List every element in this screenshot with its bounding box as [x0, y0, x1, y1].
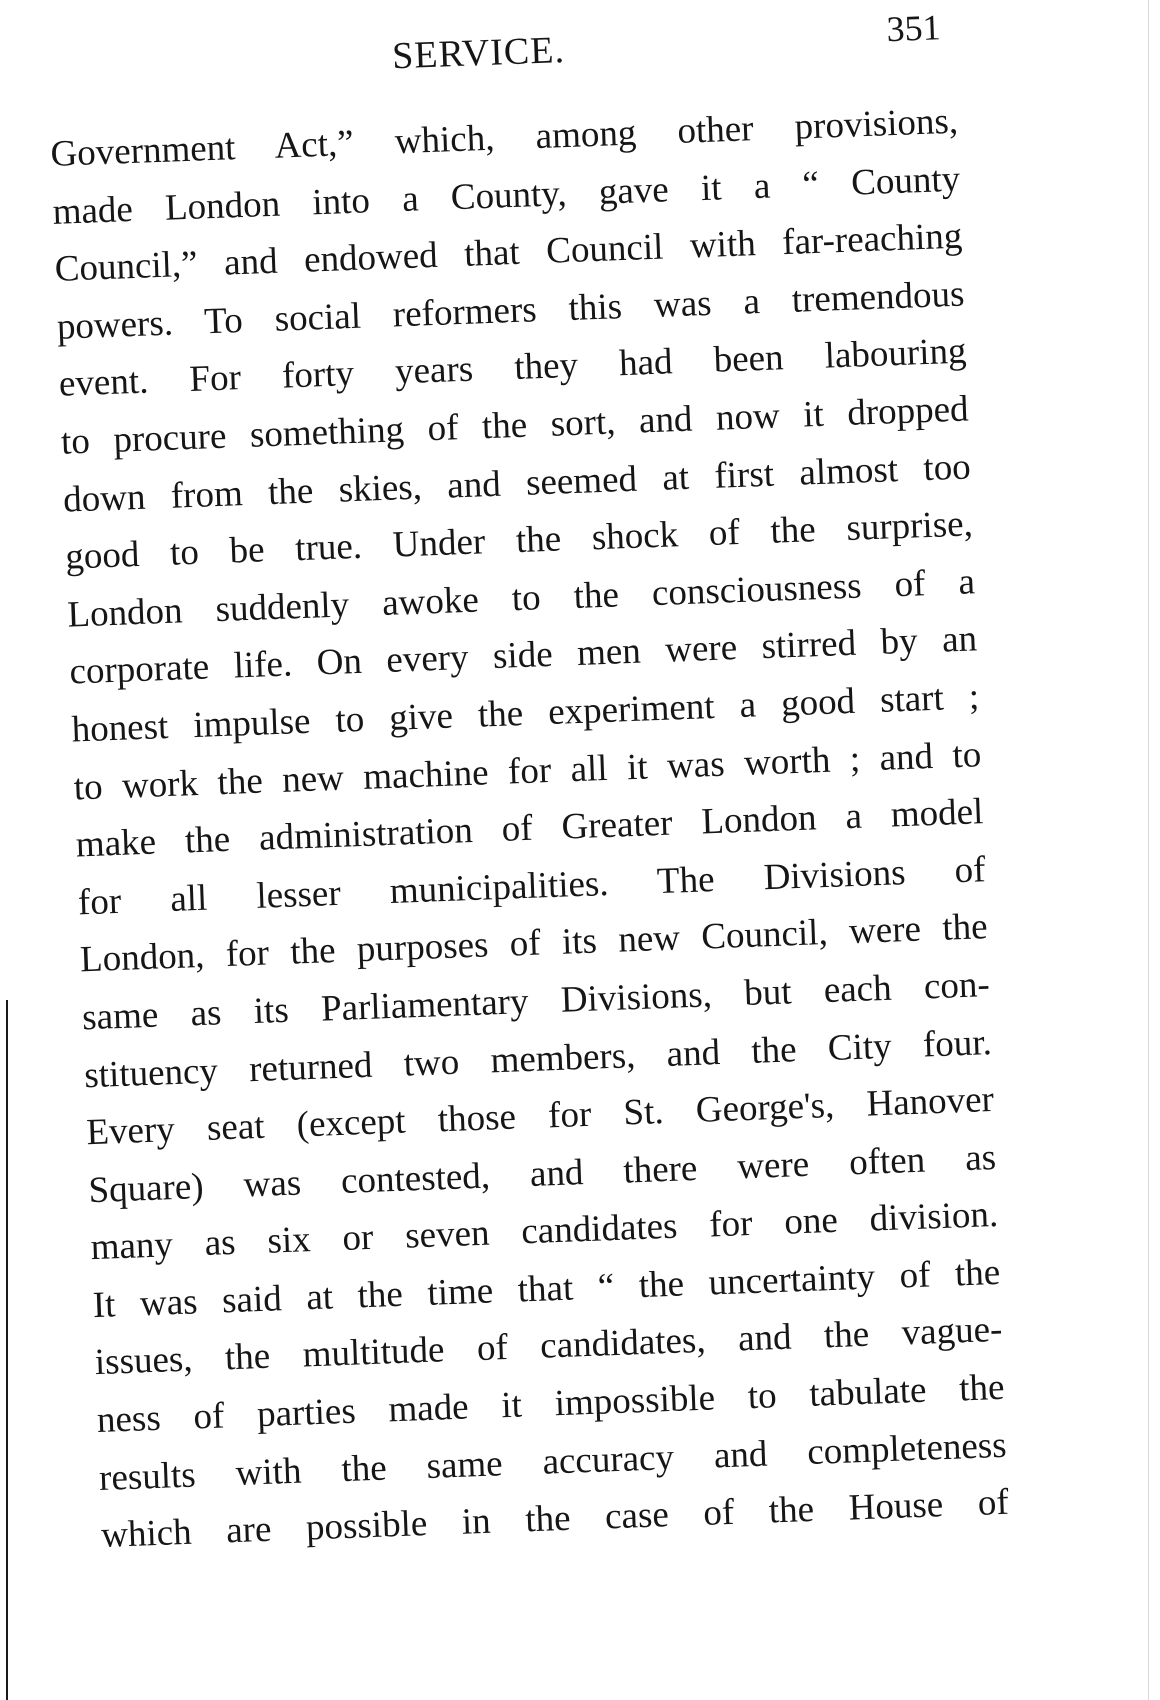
text-line: Government Act,” which, among other provisions,	[49, 100, 959, 175]
text-line: same as its Parliamentary Divisions, but each con-	[81, 963, 991, 1039]
text-line: Square) was contested, and there were often as	[87, 1136, 997, 1211]
text-line: honest impulse to give the experiment a good start ;	[70, 676, 980, 751]
text-line: results with the same accuracy and completeness	[98, 1424, 1008, 1499]
text-line: which are possible in the case of the House of	[100, 1481, 1010, 1557]
text-line: for all lesser municipalities. The Divisions of	[77, 848, 987, 924]
text-line: corporate life. On every side men were stirred by an	[68, 618, 978, 693]
page-content	[46, 0, 1112, 1565]
text-line: many as six or seven candidates for one division.	[89, 1194, 999, 1269]
text-line: It was said at the time that “ the uncertainty of the	[92, 1251, 1001, 1327]
text-line: good to be true. Under the shock of the surprise,	[64, 503, 974, 578]
text-line: powers. To social reformers this was a tremendous	[56, 273, 966, 348]
page-right-edge	[1148, 0, 1149, 1700]
body-text	[50, 89, 1112, 1565]
text-line: down from the skies, and seemed at first almost too	[62, 445, 972, 521]
page-number: 351	[885, 7, 942, 50]
text-line: issues, the multitude of candidates, and the vague-	[94, 1309, 1004, 1384]
text-line: London suddenly awoke to the consciousness of a	[66, 561, 976, 636]
text-line: ness of parties made it impossible to tabulate the	[96, 1366, 1006, 1442]
text-line: stituency returned two members, and the City four.	[83, 1021, 993, 1096]
text-line: London, for the purposes of its new Council, were the	[79, 906, 989, 981]
text-line: made London into a County, gave it a “ County	[51, 158, 961, 233]
running-head: SERVICE.	[391, 29, 566, 78]
text-line: Every seat (except those for St. George's, Hanover	[85, 1079, 995, 1154]
text-line: make the administration of Greater London a model	[75, 791, 985, 866]
text-line: event. For forty years they had been labouring	[58, 330, 968, 406]
text-line: to work the new machine for all it was worth ; and to	[73, 733, 982, 809]
text-line: Council,” and endowed that Council with far-reaching	[54, 215, 963, 291]
page-binding-edge	[6, 1000, 8, 1700]
text-line: to procure something of the sort, and now it dropped	[60, 388, 970, 463]
